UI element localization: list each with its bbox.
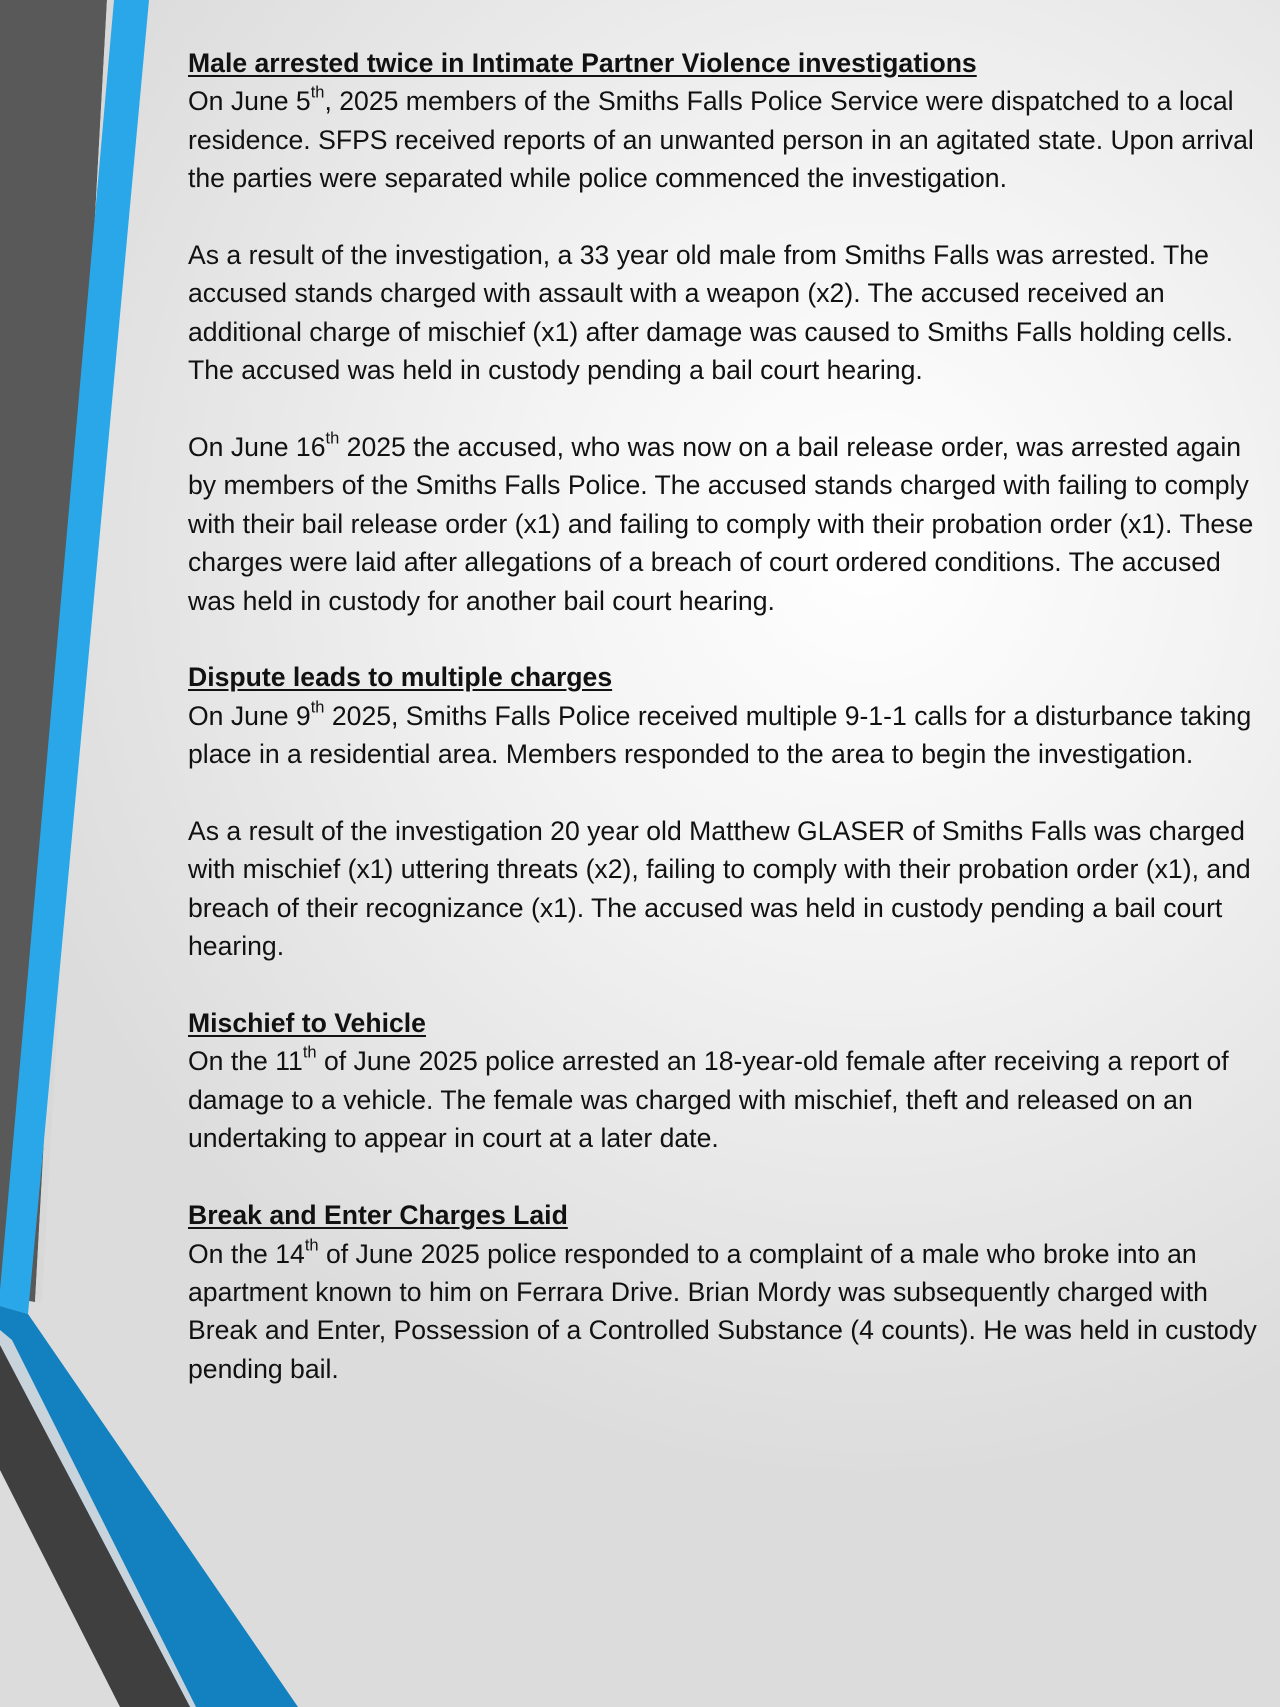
paragraph-text-continued: 2025, Smiths Falls Police received multiple 9-1-1 calls for a disturbance taking place in a residential area. Members responded to the area to begin the investigation. [188, 700, 1252, 770]
paragraph-text: As a result of the investigation 20 year old Matthew GLASER of Smiths Falls was charged with mischief (x1) uttering threats (x2), failing to comply with their probation order (x1), and breach of their recognizance (x1). The accused was held in custody pending a bail court hearing. [188, 816, 1251, 962]
paragraph-text: On June 5 [188, 86, 311, 117]
paragraph-text-continued: of June 2025 police responded to a complaint of a male who broke into an apartment known to him on Ferrara Drive. Brian Mordy was subsequently charged with Break and Enter, Possession of a Controlled Substance (4 counts). He was held in custody pending bail. [188, 1238, 1257, 1384]
ordinal-suffix: th [325, 429, 340, 448]
news-section [188, 44, 1258, 620]
section-paragraph [188, 697, 1258, 774]
paragraph-text-continued: , 2025 members of the Smiths Falls Police Service were dispatched to a local residence. SFPS received reports of an unwanted person in an agitated state. Upon arrival the parties were separated while police commenced the investigation. [188, 86, 1254, 194]
section-paragraph [188, 428, 1258, 620]
section-heading: Dispute leads to multiple charges [188, 662, 613, 693]
section-paragraph [188, 1235, 1258, 1389]
ordinal-suffix: th [302, 1044, 317, 1063]
section-paragraph [188, 236, 1258, 390]
news-section [188, 658, 1258, 965]
ordinal-suffix: th [310, 84, 325, 103]
section-heading: Male arrested twice in Intimate Partner Violence investigations [188, 48, 977, 78]
paragraph-text-continued: of June 2025 police arrested an 18-year-old female after receiving a report of damage to a vehicle. The female was charged with mischief, theft and released on an undertaking to appear in court at a later date. [188, 1046, 1229, 1154]
section-paragraph [188, 82, 1258, 197]
paragraph-text-continued: 2025 the accused, who was now on a bail release order, was arrested again by members of the Smiths Falls Police. The accused stands charged with failing to comply with their bail release order (x1) and failing to comply with their probation order (x1). These charges were laid after allegations of a breach of court ordered conditions. The accused was held in custody for another bail court hearing. [188, 432, 1254, 616]
paragraph-text: On the 14 [188, 1238, 305, 1269]
news-section [188, 1196, 1258, 1388]
ordinal-suffix: th [304, 1236, 319, 1255]
section-paragraph [188, 812, 1258, 966]
ordinal-suffix: th [310, 698, 325, 717]
document-body [188, 44, 1258, 1427]
gray-stripe-upper [0, 0, 107, 1302]
paragraph-text: On June 16 [188, 432, 326, 463]
section-heading: Break and Enter Charges Laid [188, 1200, 568, 1231]
section-paragraph [188, 1042, 1258, 1157]
section-heading: Mischief to Vehicle [188, 1008, 426, 1039]
paragraph-text: On the 11 [188, 1046, 303, 1077]
news-section [188, 1004, 1258, 1158]
paragraph-text: As a result of the investigation, a 33 year old male from Smiths Falls was arrested. The accused stands charged with assault with a weapon (x2). The accused received an additional charge of mischief (x1) after damage was caused to Smiths Falls holding cells. The accused was held in custody pending a bail court hearing. [188, 240, 1234, 386]
paragraph-text: On June 9 [188, 700, 311, 731]
